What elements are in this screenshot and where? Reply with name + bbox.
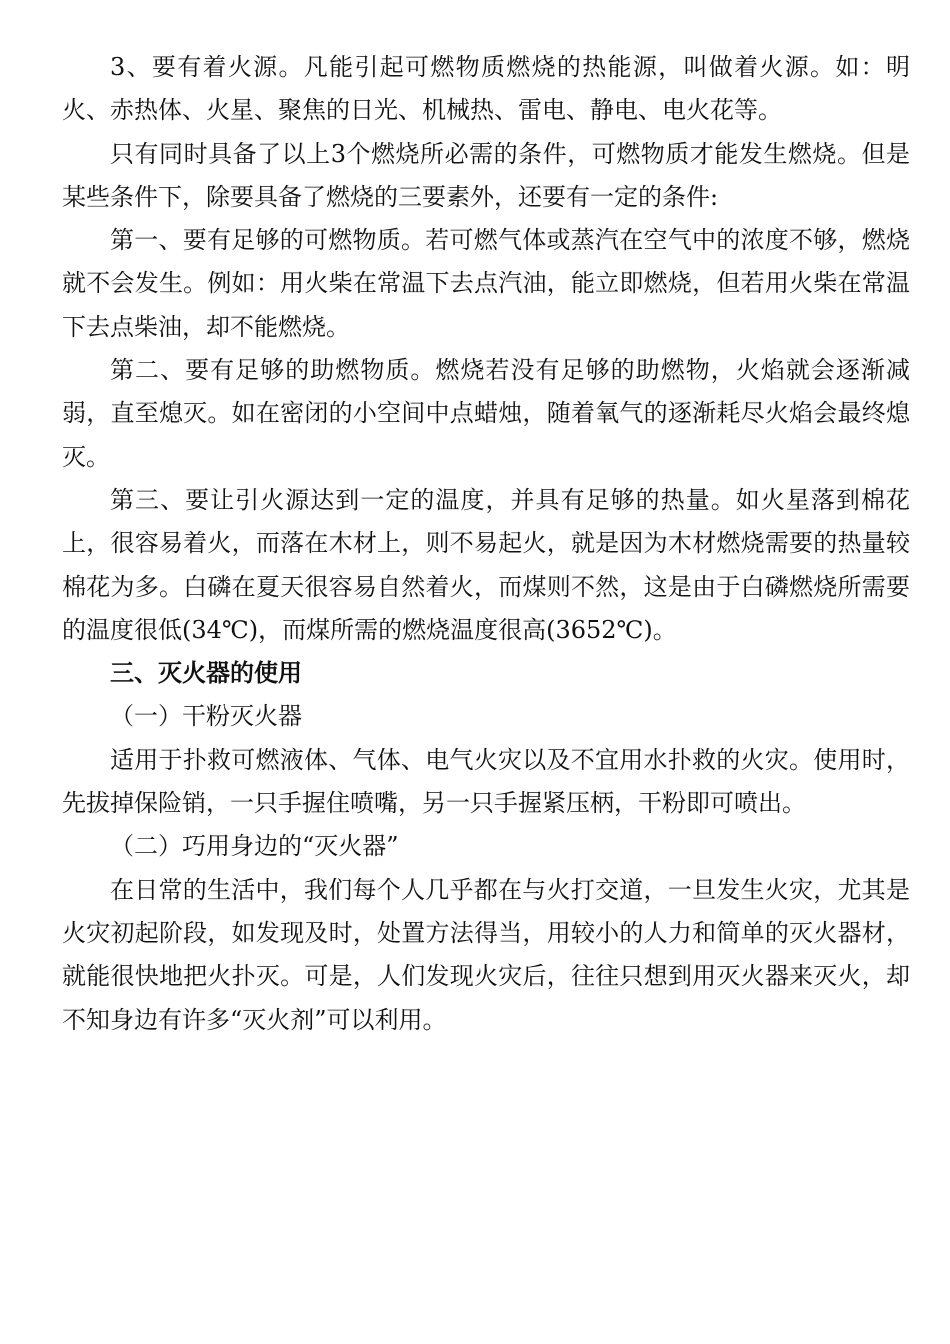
subheading-everyday-extinguishers: （二）巧用身边的“灭火器” xyxy=(110,832,399,861)
paragraph-ignition-source: 3、要有着火源。凡能引起可燃物质燃烧的热能源，叫做着火源。如：明火、赤热体、火星、聚焦的日光、机械热、雷电、静电、电火花等。 xyxy=(62,53,910,125)
subheading-dry-powder: （一）干粉灭火器 xyxy=(110,702,302,731)
paragraph-condition-three: 第三、要让引火源达到一定的温度，并具有足够的热量。如火星落到棉花上，很容易着火，而落在木材上，则不易起火，就是因为木材燃烧需要的热量较棉花为多。白磷在夏天很容易自然着火，而煤则不然，这是由于白磷燃烧所需要的温度很低(34℃)，而煤所需的燃烧温度很高(3652℃)。 xyxy=(62,485,910,644)
section-heading-extinguisher-use: 三、灭火器的使用 xyxy=(110,659,302,688)
paragraph-condition-two: 第二、要有足够的助燃物质。燃烧若没有足够的助燃物，火焰就会逐渐减弱，直至熄灭。如在密闭的小空间中点蜡烛，随着氧气的逐渐耗尽火焰会最终熄灭。 xyxy=(62,356,910,471)
paragraph-everyday-extinguishers: 在日常的生活中，我们每个人几乎都在与火打交道，一旦发生火灾，尤其是火灾初起阶段，如发现及时，处置方法得当，用较小的人力和简单的灭火器材，就能很快地把火扑灭。可是，人们发现火灾后，往往只想到用灭火器来灭火，却不知身边有许多“灭火剂”可以利用。 xyxy=(62,875,910,1034)
paragraph-dry-powder-usage: 适用于扑救可燃液体、气体、电气火灾以及不宜用水扑救的火灾。使用时，先拔掉保险销，一只手握住喷嘴，另一只手握紧压柄，干粉即可喷出。 xyxy=(62,745,910,818)
paragraph-conditions-intro: 只有同时具备了以上3个燃烧所必需的条件，可燃物质才能发生燃烧。但是某些条件下，除要具备了燃烧的三要素外，还要有一定的条件: xyxy=(62,139,910,211)
document-page xyxy=(62,46,910,1042)
paragraph-condition-one: 第一、要有足够的可燃物质。若可燃气体或蒸汽在空气中的浓度不够，燃烧就不会发生。例如：用火柴在常温下去点汽油，能立即燃烧，但若用火柴在常温下去点柴油，却不能燃烧。 xyxy=(62,226,910,341)
